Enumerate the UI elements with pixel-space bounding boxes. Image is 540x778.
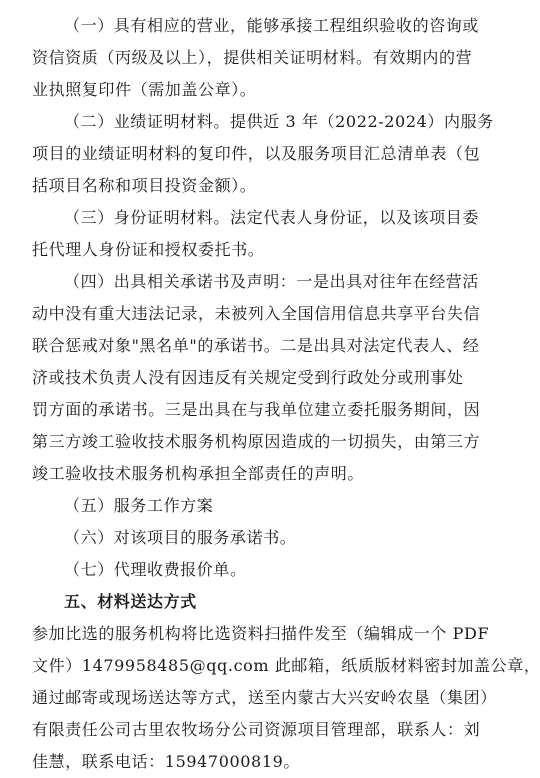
text-line: 动中没有重大违法记录，未被列入全国信用信息共享平台失信 (32, 304, 481, 323)
item-quote (32, 554, 479, 586)
text-line: 文件）1479958485@qq.com 此邮箱，纸质版材料密封加盖公章， (32, 656, 540, 675)
item-identity (32, 202, 479, 266)
item-pledge (32, 522, 479, 554)
text-line: 参加比选的服务机构将比选资料扫描件发至（编辑成一个 PDF (32, 624, 490, 643)
text-line: （三）身份证明材料。法定代表人身份证，以及该项目委 (64, 208, 480, 227)
text-line: 联合惩戒对象"黑名单"的承诺书。二是出具对法定代表人、经 (32, 336, 480, 355)
item-qualification (32, 10, 479, 106)
item-plan (32, 490, 479, 522)
text-line: （五）服务工作方案 (64, 496, 214, 515)
text-line: 佳慧，联系电话：15947000819。 (32, 752, 300, 771)
section-5 (32, 586, 540, 778)
text-line: 罚方面的承诺书。三是出具在与我单位建立委托服务期间，因 (32, 400, 481, 419)
text-line: 业执照复印件（需加盖公章）。 (32, 80, 257, 99)
text-line: （一）具有相应的营业，能够承接工程组织验收的咨询或 (64, 16, 480, 35)
text-line: （二）业绩证明材料。提供近 3 年（2022-2024）内服务 (64, 112, 494, 131)
section-heading: 五、材料送达方式 (64, 592, 197, 611)
text-line: 竣工验收技术服务机构承担全部责任的声明。 (32, 464, 365, 483)
text-line: 括项目名称和项目投资金额）。 (32, 176, 257, 195)
text-line: （六）对该项目的服务承诺书。 (64, 528, 297, 547)
text-line: （四）出具相关承诺书及声明：一是出具对往年在经营活 (64, 272, 480, 291)
text-line: 通过邮寄或现场送达等方式，送至内蒙古大兴安岭农垦（集团） (32, 688, 497, 707)
item-commitment (32, 266, 479, 490)
text-line: （七）代理收费报价单。 (64, 560, 247, 579)
item-performance (32, 106, 494, 202)
text-line: 济或技术负责人没有因违反有关规定受到行政处分或刑事处 (32, 368, 464, 387)
text-line: 托代理人身份证和授权委托书。 (32, 240, 265, 259)
text-line: 有限责任公司古里农牧场分公司资源项目管理部，联系人：刘 (32, 720, 481, 739)
text-line: 第三方竣工验收技术服务机构原因造成的一切损失，由第三方 (32, 432, 481, 451)
text-line: 项目的业绩证明材料的复印件，以及服务项目汇总清单表（包 (32, 144, 481, 163)
text-line: 资信资质（丙级及以上），提供相关证明材料。有效期内的营 (32, 48, 473, 67)
